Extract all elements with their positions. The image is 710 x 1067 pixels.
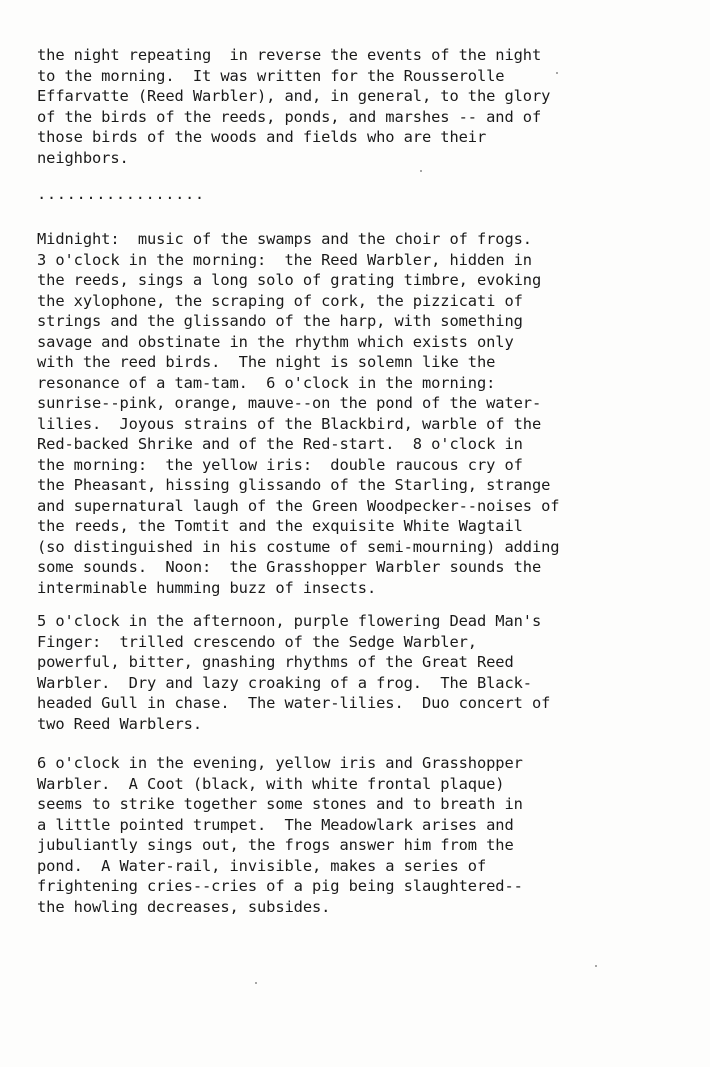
paragraph-afternoon: 5 o'clock in the afternoon, purple flowering Dead Man's Finger: trilled crescendo of the Sedge Warbler, powerful, bitter, gnashing rhythms of the Great Reed Warbler. Dry and lazy croaking of a frog. The Black- headed Gull in chase. The water-lilies. Duo concert of two Reed Warblers. [37, 612, 551, 733]
scan-speck [595, 965, 597, 967]
paragraph-midnight-to-noon: Midnight: music of the swamps and the choir of frogs. 3 o'clock in the morning: the Reed Warbler, hidden in the reeds, sings a long solo of grating timbre, evoking the xylophone, the scraping of cork, the pizzicati of strings and the glissando of the harp, with something savage and obstinate in the rhythm which exists only with the reed birds. The night is solemn like the resonance of a tam-tam. 6 o'clock in the morning: sunrise--pink, orange, mauve--on the pond of the water- lilies. Joyous strains of the Blackbird, warble of the Red-backed Shrike and of the Red-start. 8 o'clock in the morning: the yellow iris: double raucous cry of the Pheasant, hissing glissando of the Starling, strange and supernatural laugh of the Green Woodpecker--noises of the reeds, the Tomtit and the exquisite White Wagtail (so distinguished in his costume of semi-mourning) adding some sounds. Noon: the Grasshopper Warbler sounds the interminable humming buzz of insects. [37, 230, 560, 597]
scan-speck [420, 170, 422, 172]
scan-speck [556, 72, 558, 74]
paragraph-evening: 6 o'clock in the evening, yellow iris and Grasshopper Warbler. A Coot (black, with white frontal plaque) seems to strike together some stones and to breath in a little pointed trumpet. The Meadowlark arises and jubuliantly sings out, the frogs answer him from the pond. A Water-rail, invisible, makes a series of frightening cries--cries of a pig being slaughtered-- the howling decreases, subsides. [37, 754, 523, 916]
section-separator: ................. [37, 185, 205, 203]
scan-speck [255, 982, 257, 984]
paragraph-intro: the night repeating in reverse the events of the night to the morning. It was written for the Rousserolle Effarvatte (Reed Warbler), and, in general, to the glory of the birds of the reeds, ponds, and marshes -- and of those birds of the woods and fields who are their neighbors. [37, 46, 551, 167]
